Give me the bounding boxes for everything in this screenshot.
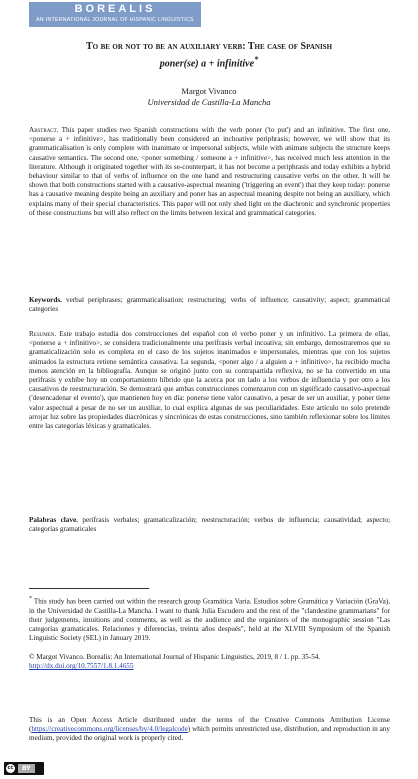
cc-icon: cc — [7, 765, 14, 771]
palabras-clave-paragraph — [29, 516, 390, 534]
citation-paragraph — [29, 653, 390, 671]
license-link[interactable]: https://creativecommons.org/licenses/by/4.0/legalcode — [31, 725, 188, 734]
abstract-text: This paper studies two Spanish constructions with the verb poner ('to put') and an infinitive. The first one, <ponerse a + infinitive>, has traditionally been considered an inchoative periphrasis; however, we will show that its grammaticalisation is only complete with inanimate or impersonal subjects, while with animate subjects the structure keeps causative semantics. The second one, <poner something / someone a + infinitive>, has received much less attention in the literature. Although it originated together with its se-counterpart, it has not become a periphrasis and today exhibits a hybrid behaviour similar to that of verbs of influence on the one hand and restructuring causative verbs on the other. It will be shown that both constructions started with a causative-aspectual meaning ('triggering an event') that they keep today: ponerse has a causative meaning despite being an auxiliary and poner has an aspectual meaning despite not being an auxiliary, which explains many of their special characteristics. This paper will not only shed light on the diachronic and synchronic properties of these constructions but will also reflect on the limits between lexical and grammatical categories. — [29, 126, 391, 217]
license-text-after: ) which permits unrestricted use, distribution, and reproduction in any medium, provided the original work is properly cited. — [29, 725, 390, 743]
author-block — [20, 86, 398, 108]
footnote-paragraph — [29, 595, 390, 643]
license-paragraph — [29, 716, 390, 744]
license-text-before: This is an Open Access Article distributed under the terms of the Creative Commons Attribution License ( — [29, 716, 390, 734]
journal-banner — [29, 2, 201, 27]
author-name: Margot Vivanco — [181, 86, 237, 96]
abstract-paragraph — [29, 126, 390, 218]
citation-text: © Margot Vivanco. Borealis: An International Journal of Hispanic Linguistics, 2019, 8 / 1. pp. 35-54. — [29, 653, 321, 661]
title-footnote-marker[interactable]: * — [254, 55, 259, 64]
resumen-paragraph — [29, 330, 390, 431]
title-line-2: poner(se) a + infinitive — [159, 58, 255, 70]
abstract-label: Abstract. — [29, 126, 59, 134]
author-affiliation: Universidad de Castilla-La Mancha — [147, 97, 271, 107]
resumen-text: Este trabajo estudia dos construcciones del español con el verbo poner y un infinitivo. La primera de ellas, <ponerse a + infinitivo>, se considera tradicionalmente una perífrasis verbal incoativa; sin embargo, demostraremos que su gramaticalización solo es completa en el caso de los sujetos inanimados e impersonales, mientras que con los sujetos animados la estructura retiene semántica causativa. La segunda, <poner algo / a alguien a + infinitivo>, ha recibido mucha menos atención en la bibliografía. Aunque se originó junto con su contrapartida reflexiva, no se ha convertido en una perífrasis y exhibe hoy un comportamiento híbrido que la acerca por un lado a los verbos de influencia y por otro a los causativos de reestructuración. Se demostrará que ambas construcciones comenzaron con un significado causativo-aspectual ('desencadenar el evento'), que mantienen hoy en día: ponerse tiene valor causativo, a pesar de ser un auxiliar, y poner tiene valor aspectual a pesar de no ser un auxiliar, lo cual explica algunas de sus peculiaridades. Este artículo no solo pretende arrojar luz sobre las propiedades diacrónicas y sincrónicas de estas construcciones, sino también reflexionar sobre los límites entre las categorías léxicas y gramaticales. — [29, 330, 390, 431]
footnote-text: This study has been carried out within the research group Gramática Varia. Estudios sobre Gramática y Variación (GraVa), in the Universidad de Castilla-La Mancha. I want to thank Julia Escudero and the rest of the "clandestine grammarians" for their judgements, intuitions and comments, as well as the audience and the organizers of the monographic session "Las categorías gramaticales. Relaciones y diferencias, treinta años después", held at the XLVIII Symposium of the Spanish Linguistic Society (SEL) in January 2019. — [29, 597, 391, 643]
article-title — [20, 40, 398, 70]
footnote-marker: * — [29, 596, 32, 602]
doi-link[interactable]: http://dx.doi.org/10.7557/1.8.1.4655 — [29, 662, 134, 671]
creative-commons-badge[interactable] — [4, 762, 44, 775]
keywords-paragraph — [29, 296, 390, 314]
journal-subtitle: AN INTERNATIONAL JOURNAL OF HISPANIC LINGUISTICS — [36, 17, 194, 23]
keywords-text: verbal periphrases; grammaticalisation; restructuring; verbs of influence; causativity; aspect; grammatical categories — [29, 296, 390, 314]
palabras-clave-text: perífrasis verbales; gramaticalización; reestructuración; verbos de influencia; causatividad; aspecto; categorías gramaticales — [29, 516, 391, 534]
journal-name: BOREALIS — [74, 3, 156, 15]
footnote-divider — [29, 588, 149, 589]
keywords-label: Keywords. — [29, 296, 62, 304]
cc-by-label: BY — [18, 764, 35, 773]
palabras-clave-label: Palabras clave. — [29, 516, 78, 524]
resumen-label: Resumen. — [29, 330, 57, 338]
title-line-1: To be or not to be an auxiliary verb: The case of Spanish — [85, 41, 333, 52]
